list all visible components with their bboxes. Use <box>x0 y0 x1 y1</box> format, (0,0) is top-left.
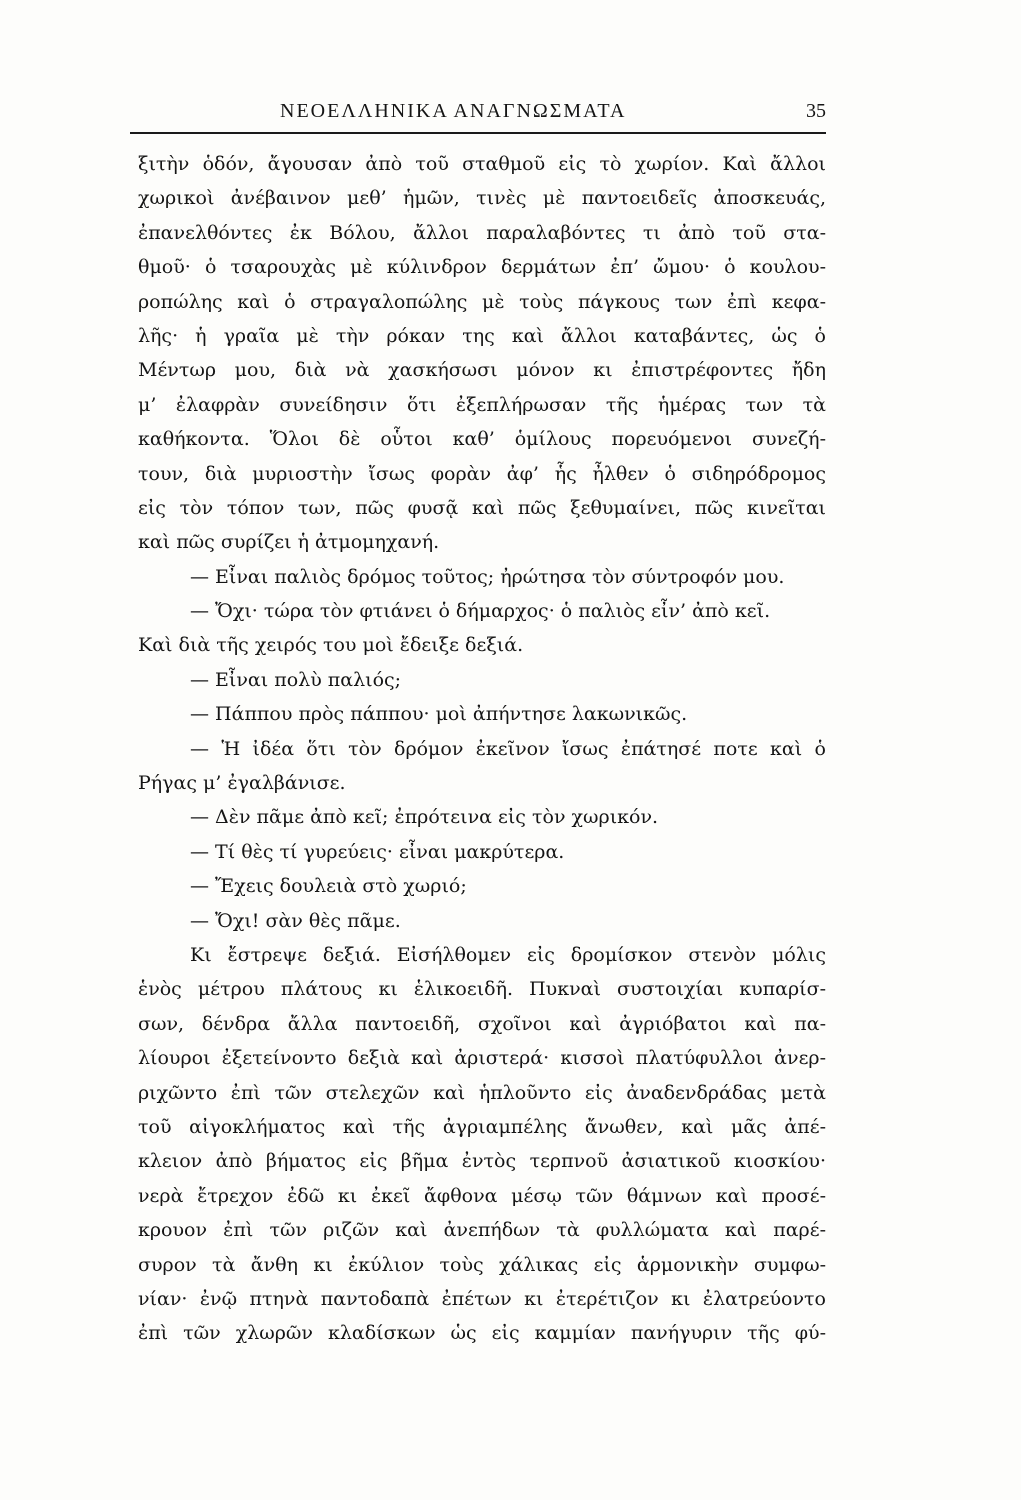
page-number: 35 <box>806 100 826 122</box>
dialogue-line: — Τί θὲς τί γυρεύεις· εἶναι μακρύτερα. <box>190 840 565 863</box>
text-line: θμοῦ· ὁ τσαρουχὰς μὲ κύλινδρον δερμάτων ἐπ’ ὤμου· ὁ κουλου- <box>138 256 826 279</box>
dialogue-line: — Πάππου πρὸς πάππου· μοὶ ἀπήντησε λακωνικῶς. <box>190 703 688 726</box>
text-line: τουν, διὰ μυριοστὴν ἴσως φορὰν ἀφ’ ἧς ἦλθεν ὁ σιδηρόδρομος <box>138 462 826 485</box>
text-line: ριχῶντο ἐπὶ τῶν στελεχῶν καὶ ἡπλοῦντο εἰς ἀναδενδράδας μετὰ <box>138 1081 826 1104</box>
text-line: Ρήγας μ’ ἐγαλβάνισε. <box>138 772 346 795</box>
text-line: ροπώλης καὶ ὁ στραγαλοπώλης μὲ τοὺς πάγκους των ἐπὶ κεφα- <box>138 290 826 313</box>
text-line: λίουροι ἐξετείνοντο δεξιὰ καὶ ἀριστερά· κισσοὶ πλατύφυλλοι ἀνερ- <box>138 1047 826 1070</box>
text-line: ἑνὸς μέτρου πλάτους κι ἑλικοειδῆ. Πυκναὶ συστοιχίαι κυπαρίσ- <box>138 978 826 1001</box>
dialogue-line: — Δὲν πᾶμε ἀπὸ κεῖ; ἐπρότεινα εἰς τὸν χωρικόν. <box>190 806 659 829</box>
text-line: λῆς· ἡ γραῖα μὲ τὴν ρόκαν της καὶ ἄλλοι καταβάντες, ὡς ὁ <box>138 324 826 347</box>
text-line: μ’ ἐλαφρὰν συνείδησιν ὅτι ἐξεπλήρωσαν τῆς ἡμέρας των τὰ <box>138 393 826 416</box>
text-line: ἐπανελθόντες ἐκ Βόλου, ἄλλοι παραλαβόντες τι ἀπὸ τοῦ στα- <box>138 221 826 244</box>
dialogue-line: — Ἡ ἰδέα ὅτι τὸν δρόμον ἐκεῖνον ἴσως ἐπάτησέ ποτε καὶ ὁ <box>190 737 826 760</box>
dialogue-line: — Εἶναι παλιὸς δρόμος τοῦτος; ἠρώτησα τὸν σύντροφόν μου. <box>190 565 785 588</box>
text-line: συρον τὰ ἄνθη κι ἐκύλιον τοὺς χάλικας εἰς ἁρμονικὴν συμφω- <box>138 1253 826 1276</box>
text-line: καὶ πῶς συρίζει ἡ ἀτμομηχανή. <box>138 531 440 554</box>
text-line: καθήκοντα. Ὅλοι δὲ οὗτοι καθ’ ὁμίλους πορευόμενοι συνεζή- <box>138 428 826 451</box>
text-line: νίαν· ἐνῷ πτηνὰ παντοδαπὰ ἐπέτων κι ἐτερέτιζον κι ἐλατρεύοντο <box>138 1287 826 1310</box>
text-line: νερὰ ἔτρεχον ἐδῶ κι ἐκεῖ ἄφθονα μέσῳ τῶν θάμνων καὶ προσέ- <box>138 1184 826 1207</box>
text-line: κλειον ἀπὸ βήματος εἰς βῆμα ἐντὸς τερπνοῦ ἀσιατικοῦ κιοσκίου· <box>138 1150 826 1173</box>
dialogue-line: — Ὄχι! σὰν θὲς πᾶμε. <box>190 909 401 932</box>
body-text <box>138 147 826 1351</box>
text-line: Κι ἔστρεψε δεξιά. Εἰσήλθομεν εἰς δρομίσκον στενὸν μόλις <box>190 943 826 966</box>
text-line: σων, δένδρα ἄλλα παντοειδῆ, σχοῖνοι καὶ ἀγριόβατοι καὶ πα- <box>138 1012 826 1035</box>
text-line: εἰς τὸν τόπον των, πῶς φυσᾷ καὶ πῶς ξεθυμαίνει, πῶς κινεῖται <box>138 496 826 519</box>
text-line: Καὶ διὰ τῆς χειρός του μοὶ ἔδειξε δεξιά. <box>138 634 524 657</box>
text-line: Μέντωρ μου, διὰ νὰ χασκήσωσι μόνον κι ἐπιστρέφοντες ἤδη <box>138 359 826 382</box>
dialogue-line: — Ὄχι· τώρα τὸν φτιάνει ὁ δήμαρχος· ὁ παλιὸς εἶν’ ἀπὸ κεῖ. <box>190 600 771 623</box>
text-line: τοῦ αἰγοκλήματος καὶ τῆς ἀγριαμπέλης ἄνωθεν, καὶ μᾶς ἀπέ- <box>138 1115 826 1138</box>
text-line: κρουον ἐπὶ τῶν ριζῶν καὶ ἀνεπήδων τὰ φυλλώματα καὶ παρέ- <box>138 1219 826 1242</box>
running-title: ΝΕΟΕΛΛΗΝΙΚΑ ΑΝΑΓΝΩΣΜΑΤΑ <box>280 100 627 122</box>
page-header <box>130 100 826 134</box>
text-line: ἐπὶ τῶν χλωρῶν κλαδίσκων ὡς εἰς καμμίαν πανήγυριν τῆς φύ- <box>138 1322 826 1345</box>
dialogue-line: — Εἶναι πολὺ παλιός; <box>190 668 402 691</box>
dialogue-line: — Ἔχεις δουλειὰ στὸ χωριό; <box>190 875 467 898</box>
text-line: ξιτὴν ὁδόν, ἄγουσαν ἀπὸ τοῦ σταθμοῦ εἰς τὸ χωρίον. Καὶ ἄλλοι <box>138 153 826 175</box>
text-line: χωρικοὶ ἀνέβαινον μεθ’ ἡμῶν, τινὲς μὲ παντοειδεῖς ἀποσκευάς, <box>138 187 826 210</box>
